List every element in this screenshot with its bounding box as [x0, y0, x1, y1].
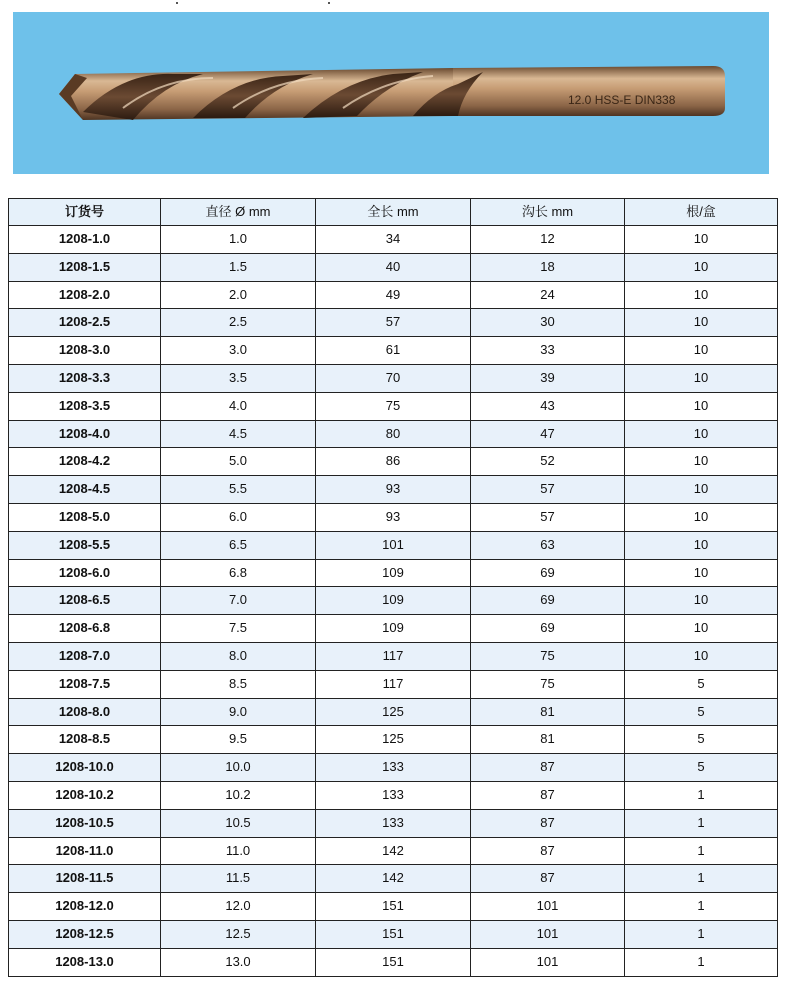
cell-flute-length: 87 [471, 865, 625, 893]
cell-flute-length: 39 [471, 364, 625, 392]
cell-flute-length: 63 [471, 531, 625, 559]
table-header-row [9, 199, 778, 226]
table-row [9, 531, 778, 559]
table-row [9, 726, 778, 754]
table-row [9, 754, 778, 782]
table-row [9, 809, 778, 837]
cell-order-no: 1208-11.5 [9, 865, 161, 893]
cell-diameter: 3.5 [161, 364, 316, 392]
shank-marking: 12.0 HSS-E DIN338 [568, 93, 676, 107]
cell-flute-length: 87 [471, 837, 625, 865]
cell-flute-length: 12 [471, 226, 625, 254]
table-row [9, 309, 778, 337]
cell-flute-length: 81 [471, 698, 625, 726]
cell-diameter: 11.0 [161, 837, 316, 865]
table-body [9, 226, 778, 977]
table-row [9, 559, 778, 587]
cell-diameter: 8.0 [161, 642, 316, 670]
cell-total-length: 125 [316, 726, 471, 754]
cell-pcs-per-box: 10 [625, 559, 778, 587]
header-pcs-per-box: 根/盒 [625, 199, 778, 226]
cell-order-no: 1208-7.5 [9, 670, 161, 698]
cell-diameter: 10.0 [161, 754, 316, 782]
cell-flute-length: 33 [471, 337, 625, 365]
table-row [9, 420, 778, 448]
cell-diameter: 10.5 [161, 809, 316, 837]
table-row [9, 865, 778, 893]
cell-diameter: 10.2 [161, 781, 316, 809]
table-row [9, 893, 778, 921]
cell-total-length: 93 [316, 476, 471, 504]
cell-order-no: 1208-6.5 [9, 587, 161, 615]
table-row [9, 503, 778, 531]
cell-flute-length: 69 [471, 587, 625, 615]
cell-diameter: 11.5 [161, 865, 316, 893]
cell-order-no: 1208-1.5 [9, 253, 161, 281]
table-row [9, 642, 778, 670]
table-row [9, 448, 778, 476]
cell-diameter: 6.8 [161, 559, 316, 587]
cell-flute-length: 87 [471, 754, 625, 782]
cell-diameter: 9.0 [161, 698, 316, 726]
cell-pcs-per-box: 10 [625, 476, 778, 504]
cell-pcs-per-box: 1 [625, 920, 778, 948]
spec-table [8, 198, 778, 977]
cell-diameter: 13.0 [161, 948, 316, 976]
cell-flute-length: 52 [471, 448, 625, 476]
cell-order-no: 1208-4.0 [9, 420, 161, 448]
cell-total-length: 151 [316, 893, 471, 921]
cell-pcs-per-box: 10 [625, 420, 778, 448]
cell-diameter: 2.5 [161, 309, 316, 337]
cell-diameter: 1.0 [161, 226, 316, 254]
table-row [9, 698, 778, 726]
cell-total-length: 133 [316, 754, 471, 782]
cell-total-length: 109 [316, 587, 471, 615]
cell-order-no: 1208-8.0 [9, 698, 161, 726]
table-row [9, 615, 778, 643]
cell-diameter: 12.0 [161, 893, 316, 921]
cell-total-length: 34 [316, 226, 471, 254]
cell-flute-length: 57 [471, 476, 625, 504]
cell-pcs-per-box: 10 [625, 337, 778, 365]
cell-pcs-per-box: 10 [625, 226, 778, 254]
cell-pcs-per-box: 1 [625, 893, 778, 921]
drill-shank [453, 66, 725, 116]
cell-pcs-per-box: 10 [625, 281, 778, 309]
header-flute-length: 沟长 mm [471, 199, 625, 226]
cell-order-no: 1208-3.3 [9, 364, 161, 392]
table-row [9, 337, 778, 365]
cell-order-no: 1208-2.5 [9, 309, 161, 337]
cell-total-length: 142 [316, 837, 471, 865]
cell-diameter: 4.0 [161, 392, 316, 420]
cell-pcs-per-box: 10 [625, 392, 778, 420]
table-row [9, 392, 778, 420]
cell-order-no: 1208-6.0 [9, 559, 161, 587]
cell-pcs-per-box: 10 [625, 615, 778, 643]
cell-order-no: 1208-1.0 [9, 226, 161, 254]
cell-pcs-per-box: 5 [625, 754, 778, 782]
header-diameter: 直径 Ø mm [161, 199, 316, 226]
cell-order-no: 1208-5.5 [9, 531, 161, 559]
cell-order-no: 1208-11.0 [9, 837, 161, 865]
table-row [9, 364, 778, 392]
cell-total-length: 93 [316, 503, 471, 531]
cell-flute-length: 69 [471, 559, 625, 587]
cell-flute-length: 87 [471, 781, 625, 809]
cell-pcs-per-box: 1 [625, 781, 778, 809]
cell-total-length: 40 [316, 253, 471, 281]
cell-flute-length: 81 [471, 726, 625, 754]
cell-total-length: 133 [316, 809, 471, 837]
cell-pcs-per-box: 1 [625, 865, 778, 893]
cell-total-length: 57 [316, 309, 471, 337]
cell-order-no: 1208-7.0 [9, 642, 161, 670]
header-order-no: 订货号 [9, 199, 161, 226]
cell-pcs-per-box: 5 [625, 670, 778, 698]
cell-diameter: 6.5 [161, 531, 316, 559]
cell-flute-length: 75 [471, 670, 625, 698]
cell-order-no: 1208-10.5 [9, 809, 161, 837]
cell-flute-length: 87 [471, 809, 625, 837]
cell-flute-length: 30 [471, 309, 625, 337]
cell-pcs-per-box: 10 [625, 253, 778, 281]
cell-order-no: 1208-12.5 [9, 920, 161, 948]
table-row [9, 476, 778, 504]
cell-pcs-per-box: 1 [625, 948, 778, 976]
cell-pcs-per-box: 10 [625, 531, 778, 559]
top-dots [0, 2, 790, 8]
cell-flute-length: 101 [471, 948, 625, 976]
cell-diameter: 4.5 [161, 420, 316, 448]
cell-total-length: 75 [316, 392, 471, 420]
cell-total-length: 109 [316, 615, 471, 643]
cell-total-length: 109 [316, 559, 471, 587]
cell-diameter: 5.5 [161, 476, 316, 504]
cell-pcs-per-box: 1 [625, 809, 778, 837]
cell-order-no: 1208-10.0 [9, 754, 161, 782]
cell-order-no: 1208-2.0 [9, 281, 161, 309]
cell-total-length: 61 [316, 337, 471, 365]
table-row [9, 837, 778, 865]
cell-order-no: 1208-4.2 [9, 448, 161, 476]
cell-pcs-per-box: 1 [625, 837, 778, 865]
cell-order-no: 1208-6.8 [9, 615, 161, 643]
cell-order-no: 1208-3.5 [9, 392, 161, 420]
cell-diameter: 3.0 [161, 337, 316, 365]
cell-diameter: 7.0 [161, 587, 316, 615]
cell-diameter: 8.5 [161, 670, 316, 698]
cell-diameter: 5.0 [161, 448, 316, 476]
drill-bit-image [13, 12, 769, 174]
cell-total-length: 101 [316, 531, 471, 559]
cell-pcs-per-box: 10 [625, 503, 778, 531]
table-row [9, 281, 778, 309]
cell-order-no: 1208-5.0 [9, 503, 161, 531]
cell-diameter: 6.0 [161, 503, 316, 531]
cell-flute-length: 47 [471, 420, 625, 448]
table-row [9, 781, 778, 809]
cell-diameter: 9.5 [161, 726, 316, 754]
cell-pcs-per-box: 10 [625, 642, 778, 670]
cell-order-no: 1208-10.2 [9, 781, 161, 809]
cell-pcs-per-box: 10 [625, 364, 778, 392]
cell-flute-length: 101 [471, 920, 625, 948]
cell-order-no: 1208-12.0 [9, 893, 161, 921]
cell-pcs-per-box: 10 [625, 587, 778, 615]
cell-total-length: 49 [316, 281, 471, 309]
cell-total-length: 133 [316, 781, 471, 809]
cell-diameter: 7.5 [161, 615, 316, 643]
product-banner [13, 12, 769, 174]
cell-total-length: 70 [316, 364, 471, 392]
cell-flute-length: 57 [471, 503, 625, 531]
table-row [9, 948, 778, 976]
cell-flute-length: 101 [471, 893, 625, 921]
cell-flute-length: 18 [471, 253, 625, 281]
cell-diameter: 1.5 [161, 253, 316, 281]
cell-total-length: 86 [316, 448, 471, 476]
cell-pcs-per-box: 5 [625, 726, 778, 754]
cell-total-length: 125 [316, 698, 471, 726]
cell-flute-length: 24 [471, 281, 625, 309]
cell-pcs-per-box: 5 [625, 698, 778, 726]
cell-flute-length: 75 [471, 642, 625, 670]
cell-flute-length: 69 [471, 615, 625, 643]
cell-pcs-per-box: 10 [625, 309, 778, 337]
table-row [9, 920, 778, 948]
cell-total-length: 117 [316, 670, 471, 698]
cell-total-length: 142 [316, 865, 471, 893]
cell-flute-length: 43 [471, 392, 625, 420]
table-row [9, 670, 778, 698]
cell-order-no: 1208-13.0 [9, 948, 161, 976]
cell-order-no: 1208-3.0 [9, 337, 161, 365]
cell-total-length: 151 [316, 948, 471, 976]
table-row [9, 253, 778, 281]
cell-total-length: 80 [316, 420, 471, 448]
header-total-length: 全长 mm [316, 199, 471, 226]
cell-diameter: 2.0 [161, 281, 316, 309]
cell-diameter: 12.5 [161, 920, 316, 948]
cell-total-length: 151 [316, 920, 471, 948]
cell-pcs-per-box: 10 [625, 448, 778, 476]
cell-order-no: 1208-4.5 [9, 476, 161, 504]
table-row [9, 587, 778, 615]
cell-total-length: 117 [316, 642, 471, 670]
table-row [9, 226, 778, 254]
cell-order-no: 1208-8.5 [9, 726, 161, 754]
